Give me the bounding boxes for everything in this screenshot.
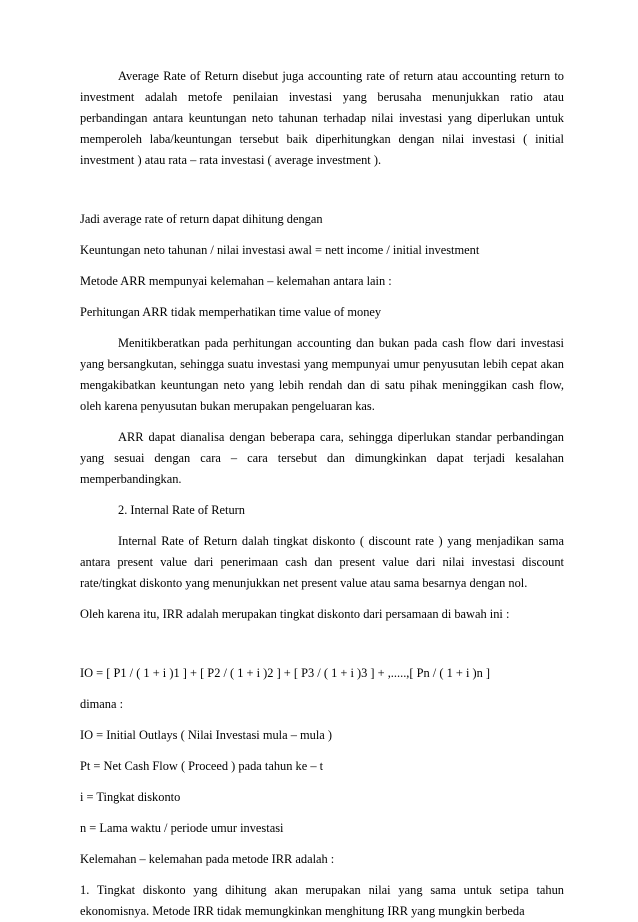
paragraph-irr-weakness-intro: Kelemahan – kelemahan pada metode IRR adalah : <box>80 852 335 866</box>
paragraph-arr-weakness-2: Menitikberatkan pada perhitungan accounting dan bukan pada cash flow dari investasi yang bersangkutan, sehingga suatu investasi yang mempunyai umur penyusutan lebih cepat akan mengakibatkan keuntungan neto yang lebih rendah dan di satu pihak meninggikan cash flow, oleh karena penyusutan bukan merupakan pengeluaran kas. <box>80 336 564 413</box>
definition-n: n = Lama waktu / periode umur investasi <box>80 821 284 835</box>
definition-io: IO = Initial Outlays ( Nilai Investasi mula – mula ) <box>80 728 332 742</box>
paragraph-arr-weakness-intro: Metode ARR mempunyai kelemahan – kelemahan antara lain : <box>80 274 392 288</box>
paragraph-irr-equation-intro: Oleh karena itu, IRR adalah merupakan tingkat diskonto dari persamaan di bawah ini : <box>80 607 510 621</box>
paragraph-irr-weakness-1: 1. Tingkat diskonto yang dihitung akan merupakan nilai yang sama untuk setipa tahun ekonomisnya. Metode IRR tidak memungkinkan menghitung IRR yang mungkin berbeda <box>80 883 564 918</box>
paragraph-arr-formula-intro: Jadi average rate of return dapat dihitung dengan <box>80 212 323 226</box>
irr-equation: IO = [ P1 / ( 1 + i )1 ] + [ P2 / ( 1 + i )2 ] + [ P3 / ( 1 + i )3 ] + ,.....,[ Pn / ( 1 + i )n ] <box>80 666 491 680</box>
paragraph-arr-formula: Keuntungan neto tahunan / nilai investasi awal = nett income / initial investment <box>80 243 480 257</box>
paragraph-arr-definition: Average Rate of Return disebut juga accounting rate of return atau accounting return to investment adalah metofe penilaian investasi yang berusaha menunjukkan ratio atau perbandingan antara keuntungan neto tahunan terhadap nilai investasi yang diperlukan untuk memperoleh laba/keuntungan tersebut baik diperhitungkan dengan nilai investasi ( initial investment ) atau rata – rata investasi ( average investment ). <box>80 69 564 167</box>
paragraph-arr-weakness-1: Perhitungan ARR tidak memperhatikan time value of money <box>80 305 382 319</box>
paragraph-arr-weakness-3: ARR dapat dianalisa dengan beberapa cara, sehingga diperlukan standar perbandingan yang sesuai dengan cara – cara tersebut dan dimungkinkan dapat terjadi kesalahan memperbandingkan. <box>80 430 564 486</box>
section-heading-irr: 2. Internal Rate of Return <box>118 503 245 517</box>
paragraph-irr-definition: Internal Rate of Return dalah tingkat diskonto ( discount rate ) yang menjadikan sama antara present value dari penerimaan cash dan present value dari nilai investasi discount rate/tingkat diskonto yang menunjukkan net present value atau sama besarnya dengan nol. <box>80 534 564 590</box>
document-body <box>80 66 564 922</box>
definition-i: i = Tingkat diskonto <box>80 790 181 804</box>
paragraph-where: dimana : <box>80 697 124 711</box>
definition-pt: Pt = Net Cash Flow ( Proceed ) pada tahun ke – t <box>80 759 324 773</box>
